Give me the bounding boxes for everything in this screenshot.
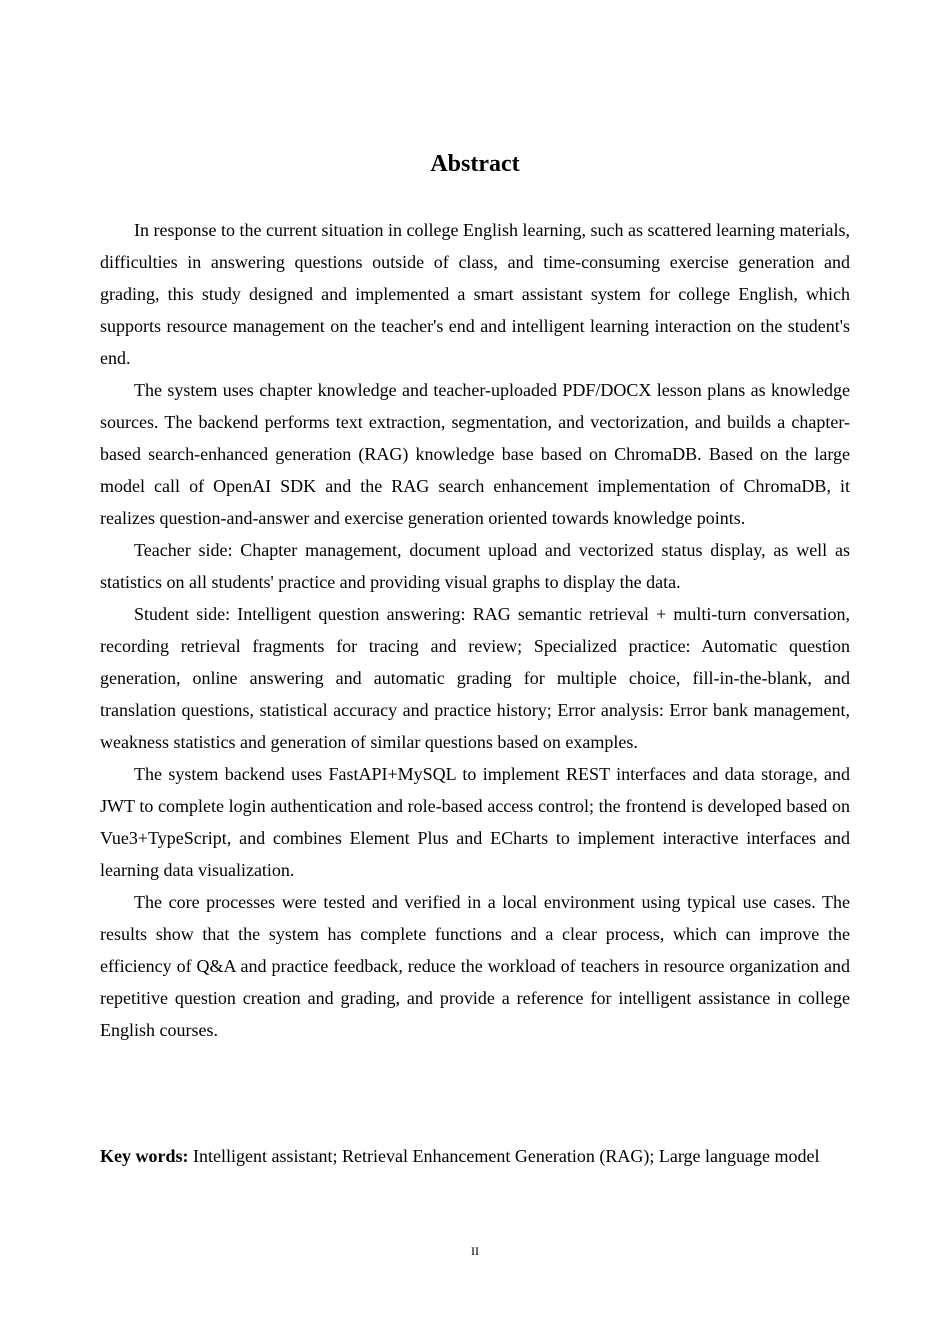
keywords-text: Intelligent assistant; Retrieval Enhancement Generation (RAG); Large language model <box>188 1146 820 1166</box>
abstract-paragraph-2: The system uses chapter knowledge and teacher-uploaded PDF/DOCX lesson plans as knowledge sources. The backend performs text extraction, segmentation, and vectorization, and builds a chapter-based search-enhanced generation (RAG) knowledge base based on ChromaDB. Based on the large model call of OpenAI SDK and the RAG search enhancement implementation of ChromaDB, it realizes question-and-answer and exercise generation oriented towards knowledge points. <box>100 380 850 528</box>
abstract-paragraph-5: The system backend uses FastAPI+MySQL to implement REST interfaces and data storage, and JWT to complete login authentication and role-based access control; the frontend is developed based on Vue3+TypeScript, and combines Element Plus and ECharts to implement interactive interfaces and learning data visualization. <box>100 764 850 880</box>
abstract-title: Abstract <box>430 151 520 177</box>
keywords-line <box>100 1140 830 1172</box>
page-number: II <box>471 1244 479 1258</box>
abstract-paragraph-6: The core processes were tested and verified in a local environment using typical use cases. The results show that the system has complete functions and a clear process, which can improve the efficiency of Q&A and practice feedback, reduce the workload of teachers in resource organization and repetitive question creation and grading, and provide a reference for intelligent assistance in college English courses. <box>100 892 850 1040</box>
abstract-paragraph-1: In response to the current situation in college English learning, such as scattered learning materials, difficulties in answering questions outside of class, and time-consuming exercise generation and grading, this study designed and implemented a smart assistant system for college English, which supports resource management on the teacher's end and intelligent learning interaction on the student's end. <box>100 220 850 368</box>
abstract-paragraph-4: Student side: Intelligent question answering: RAG semantic retrieval + multi-turn conversation, recording retrieval fragments for tracing and review; Specialized practice: Automatic question generation, online answering and automatic grading for multiple choice, fill-in-the-blank, and translation questions, statistical accuracy and practice history; Error analysis: Error bank management, weakness statistics and generation of similar questions based on examples. <box>100 604 850 752</box>
keywords-label: Key words: <box>100 1146 189 1166</box>
abstract-paragraph-3: Teacher side: Chapter management, document upload and vectorized status display, as well as statistics on all students' practice and providing visual graphs to display the data. <box>100 540 850 592</box>
abstract-body <box>100 214 850 1046</box>
